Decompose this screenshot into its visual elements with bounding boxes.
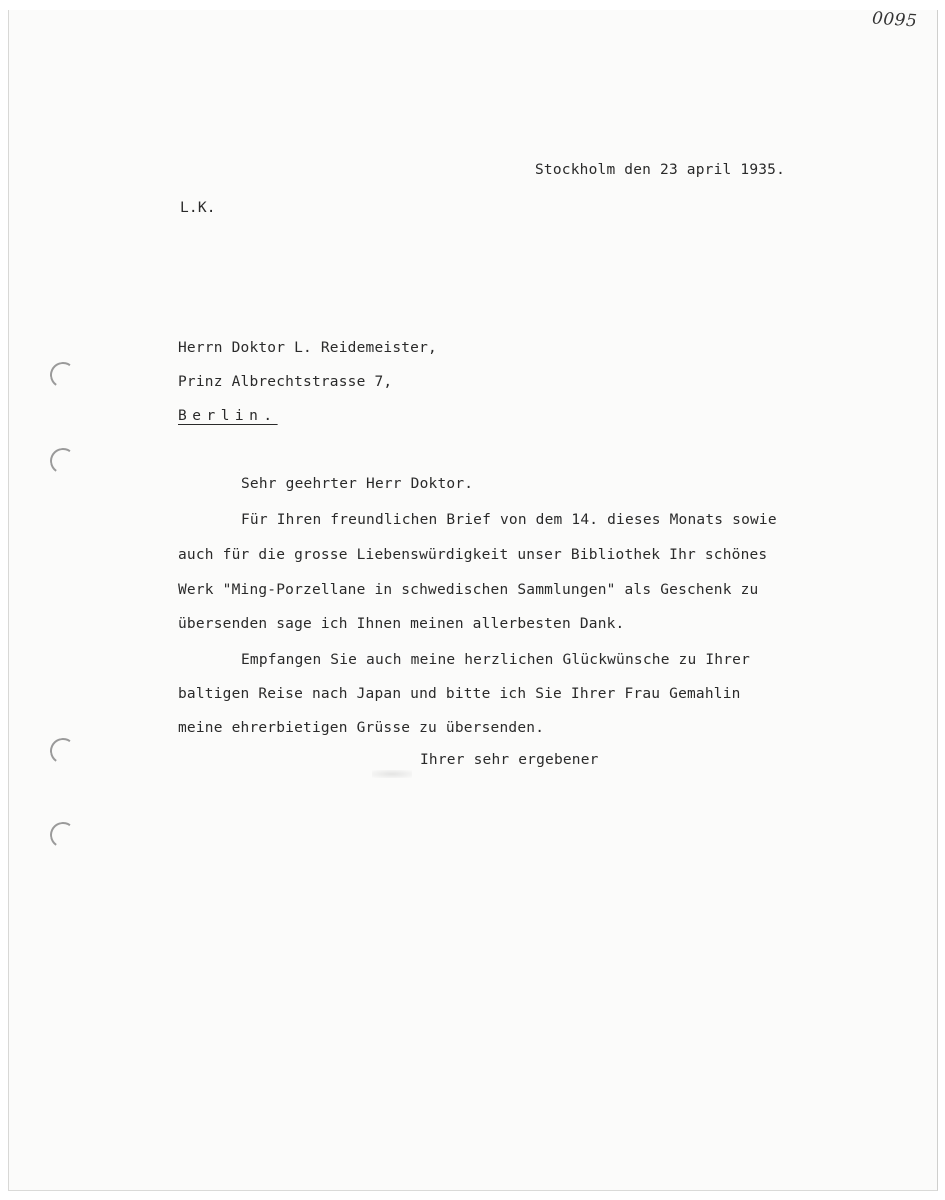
paragraph-1-line-3: Werk "Ming-Porzellane in schwedischen Sammlungen" als Geschenk zu bbox=[178, 582, 759, 598]
paragraph-1-line-1: Für Ihren freundlichen Brief von dem 14. dieses Monats sowie bbox=[241, 512, 777, 528]
paragraph-1-line-4: übersenden sage ich Ihnen meinen allerbesten Dank. bbox=[178, 616, 625, 632]
recipient-line-1: Herrn Doktor L. Reidemeister, bbox=[178, 340, 437, 356]
recipient-city: Berlin. bbox=[178, 408, 278, 424]
paragraph-2-line-3: meine ehrerbietigen Grüsse zu übersenden. bbox=[178, 720, 545, 736]
paragraph-2-line-1: Empfangen Sie auch meine herzlichen Glückwünsche zu Ihrer bbox=[241, 652, 750, 668]
ink-smudge bbox=[372, 770, 412, 778]
date-line: Stockholm den 23 april 1935. bbox=[535, 162, 786, 178]
paragraph-2-line-2: baltigen Reise nach Japan und bitte ich Sie Ihrer Frau Gemahlin bbox=[178, 686, 741, 702]
salutation: Sehr geehrter Herr Doktor. bbox=[241, 476, 474, 492]
folio-number: 0095 bbox=[871, 8, 918, 32]
sender-initials: L.K. bbox=[180, 200, 216, 216]
recipient-line-2: Prinz Albrechtstrasse 7, bbox=[178, 374, 393, 390]
closing: Ihrer sehr ergebener bbox=[420, 752, 599, 768]
letter-page bbox=[8, 10, 938, 1191]
paragraph-1-line-2: auch für die grosse Liebenswürdigkeit unser Bibliothek Ihr schönes bbox=[178, 547, 768, 563]
